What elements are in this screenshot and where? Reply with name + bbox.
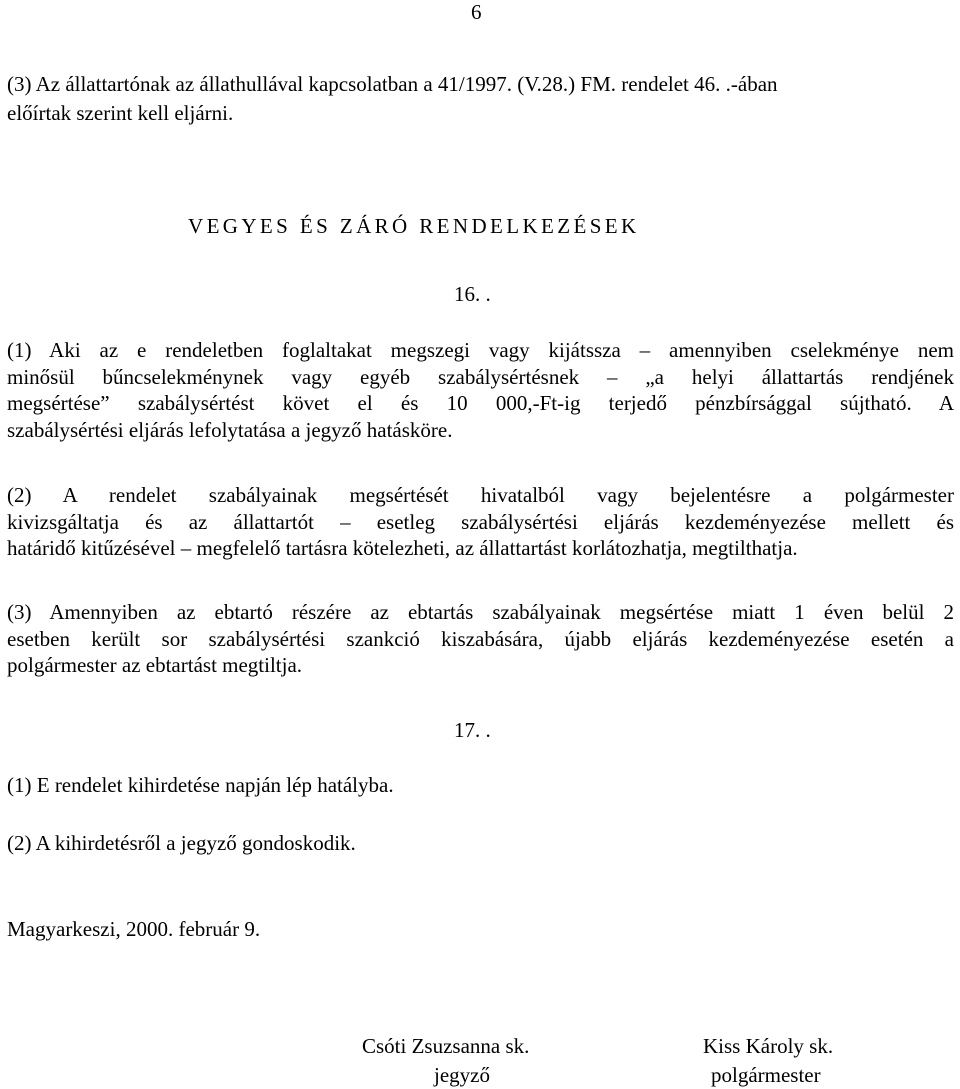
text-line: esetben került sor szabálysértési szankció kiszabására, újabb eljárás kezdeményezése esetén a xyxy=(7,626,954,651)
signer-title-left: jegyző xyxy=(434,1063,490,1087)
section-17-paragraph-1: (1) E rendelet kihirdetése napján lép hatályba. xyxy=(7,773,394,797)
section-16-paragraph-1 xyxy=(7,337,954,443)
section-16-paragraph-2 xyxy=(7,482,954,562)
section-16-paragraph-3 xyxy=(7,599,954,679)
text-line: megsértése” szabálysértést követ el és 10 000,-Ft-ig terjedő pénzbírsággal sújtható. A xyxy=(7,391,954,415)
signer-title-right: polgármester xyxy=(711,1063,821,1087)
text-line: minősül bűncselekménynek vagy egyéb szabálysértésnek – „a helyi állattartás rendjének xyxy=(7,364,954,389)
text-line: kivizsgáltatja és az állattartót – esetleg szabálysértési eljárás kezdeményezése mellett és xyxy=(7,509,954,534)
page-number: 6 xyxy=(471,0,482,24)
signer-name-right: Kiss Károly sk. xyxy=(703,1034,834,1058)
section-16-number: 16. . xyxy=(454,282,491,306)
section-17-number: 17. . xyxy=(454,718,491,742)
intro-line-2: előírtak szerint kell eljárni. xyxy=(7,101,234,125)
text-line: (3) Amennyiben az ebtartó részére az ebtartás szabályainak megsértése miatt 1 éven belül 2 xyxy=(7,600,954,624)
place-and-date: Magyarkeszi, 2000. február 9. xyxy=(7,917,261,941)
section-heading: VEGYES ÉS ZÁRÓ RENDELKEZÉSEK xyxy=(188,214,640,238)
text-line: határidő kitűzésével – megfelelő tartásra kötelezheti, az állattartást korlátozhatja, megtilthatja. xyxy=(7,536,798,560)
text-line: (1) Aki az e rendeletben foglaltakat megszegi vagy kijátssza – amennyiben cselekménye nem xyxy=(7,338,954,362)
signer-name-left: Csóti Zsuzsanna sk. xyxy=(362,1034,530,1058)
text-line: polgármester az ebtartást megtiltja. xyxy=(7,653,303,677)
text-line: (2) A rendelet szabályainak megsértését hivatalból vagy bejelentésre a polgármester xyxy=(7,483,954,507)
intro-line-1: (3) Az állattartónak az állathullával kapcsolatban a 41/1997. (V.28.) FM. rendelet 46. .-ában xyxy=(7,72,778,96)
section-17-paragraph-2: (2) A kihirdetésről a jegyző gondoskodik. xyxy=(7,831,356,855)
text-line: szabálysértési eljárás lefolytatása a jegyző hatásköre. xyxy=(7,417,453,442)
